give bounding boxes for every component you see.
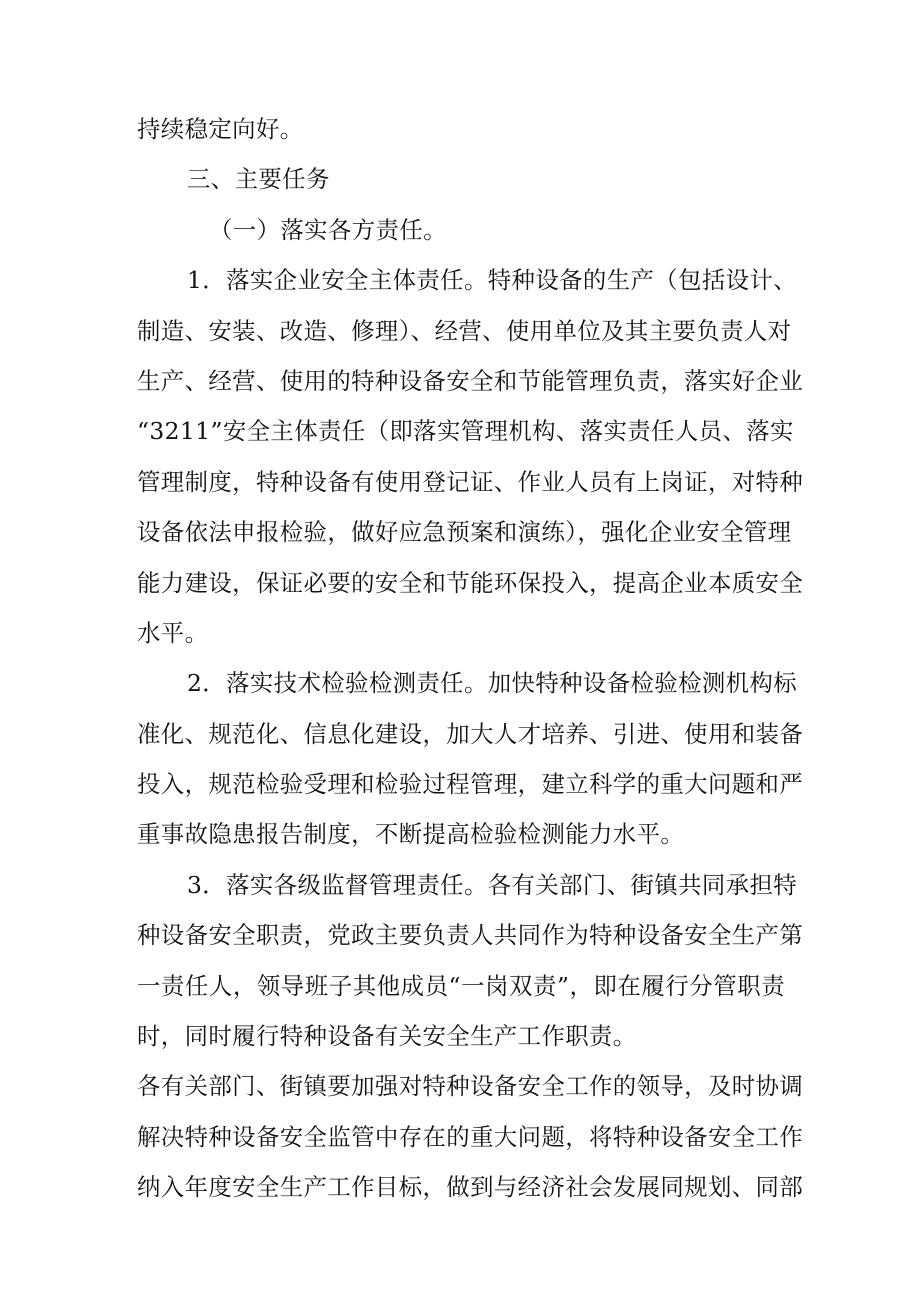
- item-2-line-3: 投入，规范检验受理和检验过程管理，建立科学的重大问题和严: [137, 770, 804, 799]
- item-1-line-3: 生产、经营、使用的特种设备安全和节能管理负责，落实好企业: [137, 366, 804, 395]
- item-1-line-4: “3211”安全主体责任（即落实管理机构、落实责任人员、落实: [137, 417, 794, 446]
- paragraph-line-1: 各有关部门、街镇要加强对特种设备安全工作的领导，及时协调: [137, 1072, 804, 1101]
- item-1-line-6: 设备依法申报检验，做好应急预案和演练），强化企业安全管理: [137, 518, 792, 547]
- item-1-line-8: 水平。: [137, 618, 209, 647]
- item-3-line-3: 一责任人，领导班子其他成员“一岗双责”，即在履行分管职责: [137, 971, 785, 1000]
- item-3-line-2: 种设备安全职责，党政主要负责人共同作为特种设备安全生产第: [137, 921, 804, 950]
- subsection-heading: （一）落实各方责任。: [209, 215, 447, 244]
- item-2-line-4: 重事故隐患报告制度，不断提高检验检测能力水平。: [137, 820, 685, 849]
- paragraph-end-line: 持续稳定向好。: [137, 115, 304, 143]
- item-3-line-4: 时，同时履行特种设备有关安全生产工作职责。: [137, 1022, 637, 1051]
- paragraph-line-3: 纳入年度安全生产工作目标，做到与经济社会发展同规划、同部: [137, 1173, 804, 1202]
- item-1-line-7: 能力建设，保证必要的安全和节能环保投入，提高企业本质安全: [137, 568, 804, 597]
- item-1-line-5: 管理制度，特种设备有使用登记证、作业人员有上岗证，对特种: [137, 467, 804, 496]
- section-heading: 三、主要任务: [187, 165, 330, 194]
- item-2-line-1: 2．落实技术检验检测责任。加快特种设备检验检测机构标: [187, 669, 798, 698]
- item-2-line-2: 准化、规范化、信息化建设，加大人才培养、引进、使用和装备: [137, 719, 804, 748]
- item-3-line-1: 3．落实各级监督管理责任。各有关部门、街镇共同承担特: [187, 870, 798, 899]
- item-1-line-1: 1．落实企业安全主体责任。特种设备的生产（包括设计、: [187, 266, 798, 295]
- document-body: [137, 104, 804, 1213]
- paragraph-line-2: 解决特种设备安全监管中存在的重大问题，将特种设备安全工作: [137, 1122, 804, 1151]
- item-1-line-2: 制造、安装、改造、修理）、经营、使用单位及其主要负责人对: [137, 316, 792, 345]
